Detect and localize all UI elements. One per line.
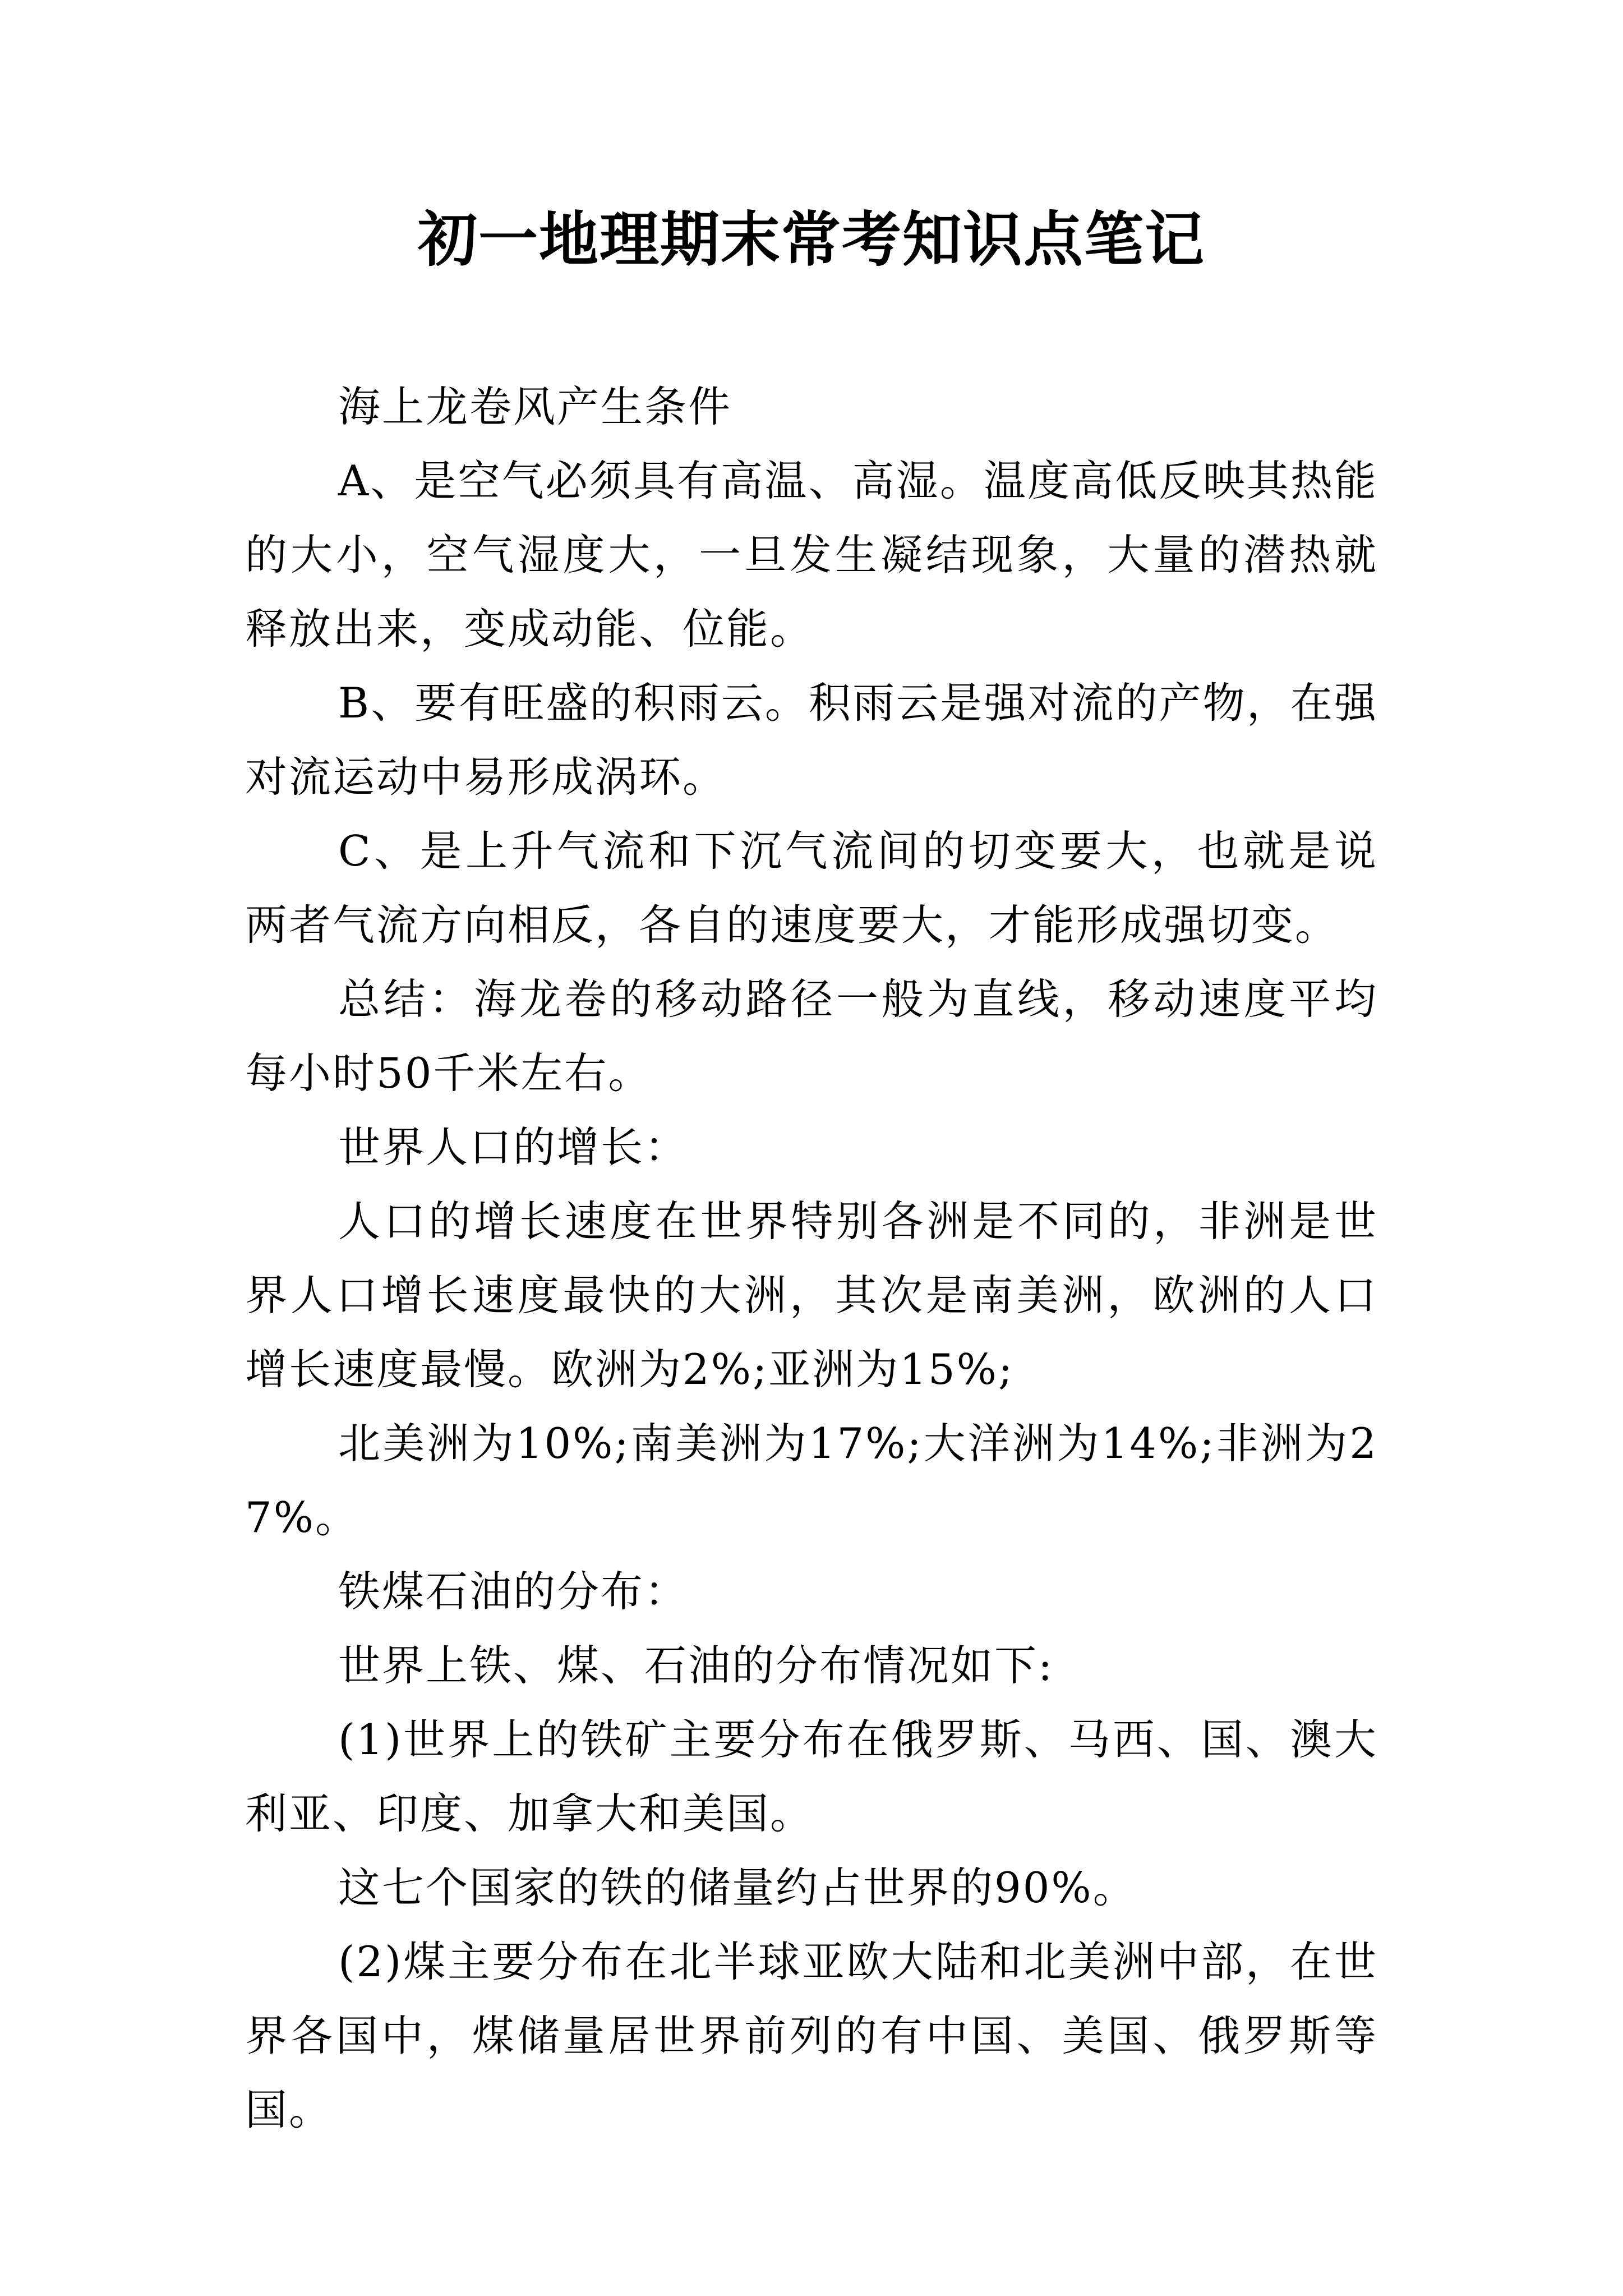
- paragraph-condition-b: B、要有旺盛的积雨云。积雨云是强对流的产物，在强对流运动中易形成涡环。: [245, 678, 1378, 802]
- paragraph-tornado-heading: 海上龙卷风产生条件: [338, 382, 732, 431]
- document-body: [245, 370, 1378, 2147]
- document-title: 初一地理期末常考知识点笔记: [418, 204, 1205, 274]
- paragraph-iron: (1)世界上的铁矿主要分布在俄罗斯、马西、国、澳大利亚、印度、加拿大和美国。: [245, 1715, 1378, 1838]
- paragraph-summary: 总结：海龙卷的移动路径一般为直线，移动速度平均每小时50千米左右。: [245, 974, 1378, 1098]
- paragraph-coal: (2)煤主要分布在北半球亚欧大陆和北美洲中部，在世界各国中，煤储量居世界前列的有中国、美国、俄罗斯等国。: [245, 1937, 1378, 2134]
- paragraph-resources-heading: 铁煤石油的分布：: [338, 1567, 689, 1616]
- paragraph-iron-share: 这七个国家的铁的储量约占世界的90%。: [338, 1863, 1137, 1912]
- paragraph-population-heading: 世界人口的增长：: [338, 1122, 689, 1172]
- paragraph-resources-intro: 世界上铁、煤、石油的分布情况如下:: [338, 1641, 1054, 1690]
- paragraph-condition-c: C、是上升气流和下沉气流间的切变要大，也就是说两者气流方向相反，各自的速度要大，才能形成强切变。: [245, 826, 1378, 950]
- paragraph-population-growth: 人口的增长速度在世界特别各洲是不同的，非洲是世界人口增长速度最快的大洲，其次是南美洲，欧洲的人口增长速度最慢。欧洲为2%;亚洲为15%;: [245, 1197, 1378, 1394]
- paragraph-condition-a: A、是空气必须具有高温、高湿。温度高低反映其热能的大小，空气湿度大，一旦发生凝结现象，大量的潜热就释放出来，变成动能、位能。: [245, 456, 1378, 654]
- paragraph-population-rates: 北美洲为10%;南美洲为17%;大洋洲为14%;非洲为27%。: [245, 1419, 1378, 1542]
